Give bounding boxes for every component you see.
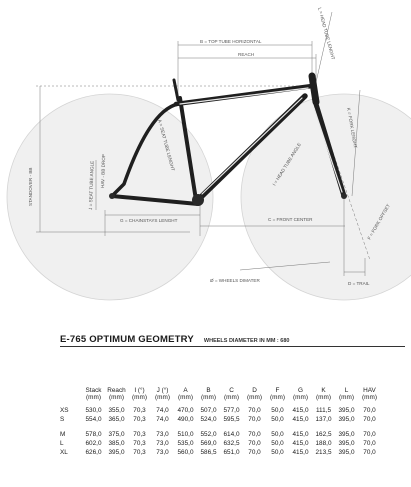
value-cell: 415,0	[292, 431, 309, 438]
value-cell: 510,0	[177, 431, 194, 438]
value-cell: 137,0	[315, 416, 332, 424]
table-row	[60, 407, 381, 416]
table-body	[60, 401, 381, 457]
column-unit: (mm)	[155, 394, 170, 402]
title-divider	[60, 346, 405, 347]
value-cell: 70,0	[363, 448, 376, 456]
value-cell: 70,0	[363, 431, 376, 438]
column-header: F	[275, 387, 280, 394]
value-cell: 415,0	[292, 439, 309, 447]
size-cell: XL	[60, 448, 68, 456]
value-cell: 535,0	[177, 439, 194, 447]
value-cell: 70,0	[248, 431, 261, 438]
label-seat-tube-angle: J = SEAT TUBE ANGLE	[88, 160, 95, 211]
seat-post	[174, 80, 178, 100]
value-cell: 70,3	[133, 448, 146, 456]
value-cell: 50,0	[271, 431, 284, 438]
front-axle	[341, 193, 347, 199]
column-unit: (mm)	[109, 394, 124, 402]
label-top-tube: B = TOP TUBE HORIZONTAL	[200, 39, 262, 44]
table-row	[60, 449, 381, 458]
geometry-table	[60, 387, 381, 457]
column-header: G	[298, 387, 303, 394]
value-cell: 651,0	[223, 448, 240, 456]
value-cell: 70,0	[363, 416, 376, 424]
column-unit: (mm)	[201, 394, 216, 402]
label-fork-offset: F = FORK OFFSET	[366, 203, 391, 241]
value-cell: 578,0	[85, 431, 102, 438]
head-tube	[312, 76, 316, 102]
value-cell: 552,0	[200, 431, 217, 438]
label-bb-drop: HAV - BB DROP	[100, 154, 107, 189]
value-cell: 415,0	[292, 448, 309, 456]
value-cell: 73,0	[156, 431, 169, 438]
value-cell: 385,0	[108, 439, 125, 447]
value-cell: 50,0	[271, 416, 284, 424]
value-cell: 577,0	[223, 407, 240, 415]
label-wheels: Ø = WHEELS DIMATER	[210, 278, 260, 283]
column-header: I (°)	[134, 387, 145, 394]
size-cell: S	[60, 416, 65, 424]
value-cell: 162,5	[315, 431, 332, 438]
column-unit: (mm)	[339, 394, 354, 402]
column-unit: (mm)	[247, 394, 262, 402]
column-header: Reach	[107, 387, 126, 394]
label-fork-length: K = FORK LENGHT	[346, 107, 359, 149]
column-header: K	[321, 387, 326, 394]
rear-axle	[109, 193, 115, 199]
label-trail: D = TRAIL	[348, 281, 370, 286]
size-header-spacer	[60, 387, 82, 394]
size-cell: M	[60, 431, 66, 438]
wheels-diameter-note: WHEELS DIAMETER IN MM : 680	[203, 338, 290, 344]
value-cell: 614,0	[223, 431, 240, 438]
value-cell: 560,0	[177, 448, 194, 456]
size-cell: L	[60, 439, 64, 447]
column-header: D	[252, 387, 257, 394]
value-cell: 355,0	[108, 407, 125, 415]
value-cell: 111,5	[315, 407, 332, 415]
column-header: L	[344, 387, 349, 394]
value-cell: 602,0	[85, 439, 102, 447]
geometry-title: E-765 OPTIMUM GEOMETRY	[60, 334, 194, 345]
column-unit: (mm)	[86, 394, 101, 402]
column-unit: (mm)	[132, 394, 147, 402]
value-cell: 188,0	[315, 439, 332, 447]
value-cell: 70,3	[133, 439, 146, 447]
value-cell: 70,3	[133, 431, 146, 438]
value-cell: 50,0	[271, 407, 284, 415]
column-unit: (mm)	[362, 394, 377, 402]
value-cell: 595,5	[223, 416, 240, 424]
value-cell: 70,3	[133, 416, 146, 424]
column-unit: (mm)	[224, 394, 239, 402]
label-head-tube-angle: I = HEAD TUBE ANGLE	[271, 142, 302, 187]
table-row	[60, 440, 381, 449]
value-cell: 395,0	[338, 407, 355, 415]
value-cell: 586,5	[200, 448, 217, 456]
value-cell: 524,0	[200, 416, 217, 424]
value-cell: 74,0	[156, 416, 169, 424]
value-cell: 70,0	[248, 416, 261, 424]
value-cell: 626,0	[85, 448, 102, 456]
geometry-title-row	[60, 334, 289, 345]
value-cell: 375,0	[108, 431, 125, 438]
value-cell: 73,0	[156, 448, 169, 456]
value-cell: 70,0	[248, 448, 261, 456]
column-unit: (mm)	[293, 394, 308, 402]
value-cell: 70,0	[363, 439, 376, 447]
value-cell: 74,0	[156, 407, 169, 415]
value-cell: 70,3	[133, 407, 146, 415]
column-unit: (mm)	[270, 394, 285, 402]
table-row	[60, 416, 381, 425]
table-header-units	[60, 394, 381, 401]
value-cell: 70,0	[363, 407, 376, 415]
label-seat-tube-length: A = SEAT TUBE LENGHT	[157, 118, 176, 172]
column-header: HAV	[363, 387, 376, 394]
value-cell: 632,5	[223, 439, 240, 447]
table-header-names	[60, 387, 381, 394]
value-cell: 50,0	[271, 448, 284, 456]
value-cell: 213,5	[315, 448, 332, 456]
value-cell: 530,0	[85, 407, 102, 415]
value-cell: 569,0	[200, 439, 217, 447]
column-header: Stack	[85, 387, 102, 394]
bottom-bracket	[192, 194, 204, 206]
value-cell: 73,0	[156, 439, 169, 447]
size-cell: XS	[60, 407, 69, 415]
value-cell: 70,0	[248, 439, 261, 447]
table-row	[60, 431, 381, 440]
value-cell: 554,0	[85, 416, 102, 424]
column-header: B	[206, 387, 211, 394]
value-cell: 395,0	[338, 431, 355, 438]
column-unit: (mm)	[316, 394, 331, 402]
value-cell: 395,0	[338, 416, 355, 424]
value-cell: 415,0	[292, 416, 309, 424]
column-header: C	[229, 387, 234, 394]
value-cell: 395,0	[338, 448, 355, 456]
column-header: A	[183, 387, 188, 394]
value-cell: 415,0	[292, 407, 309, 415]
value-cell: 507,0	[200, 407, 217, 415]
value-cell: 395,0	[108, 448, 125, 456]
label-front-center: C = FRONT CENTER	[268, 217, 313, 222]
column-header: J (°)	[156, 387, 169, 394]
label-head-tube: L = HEAD TUBE LENGHT	[317, 6, 336, 61]
top-tube	[176, 86, 312, 104]
value-cell: 395,0	[338, 439, 355, 447]
value-cell: 50,0	[271, 439, 284, 447]
label-stack: STANDOVER - BB	[28, 167, 33, 206]
label-reach: REACH	[238, 52, 255, 57]
value-cell: 70,0	[248, 407, 261, 415]
value-cell: 490,0	[177, 416, 194, 424]
size-header-spacer	[60, 394, 82, 401]
value-cell: 470,0	[177, 407, 194, 415]
column-unit: (mm)	[178, 394, 193, 402]
front-wheel	[241, 94, 411, 300]
value-cell: 365,0	[108, 416, 125, 424]
label-chainstays: G = CHAINSTAYS LENGHT	[120, 218, 178, 223]
